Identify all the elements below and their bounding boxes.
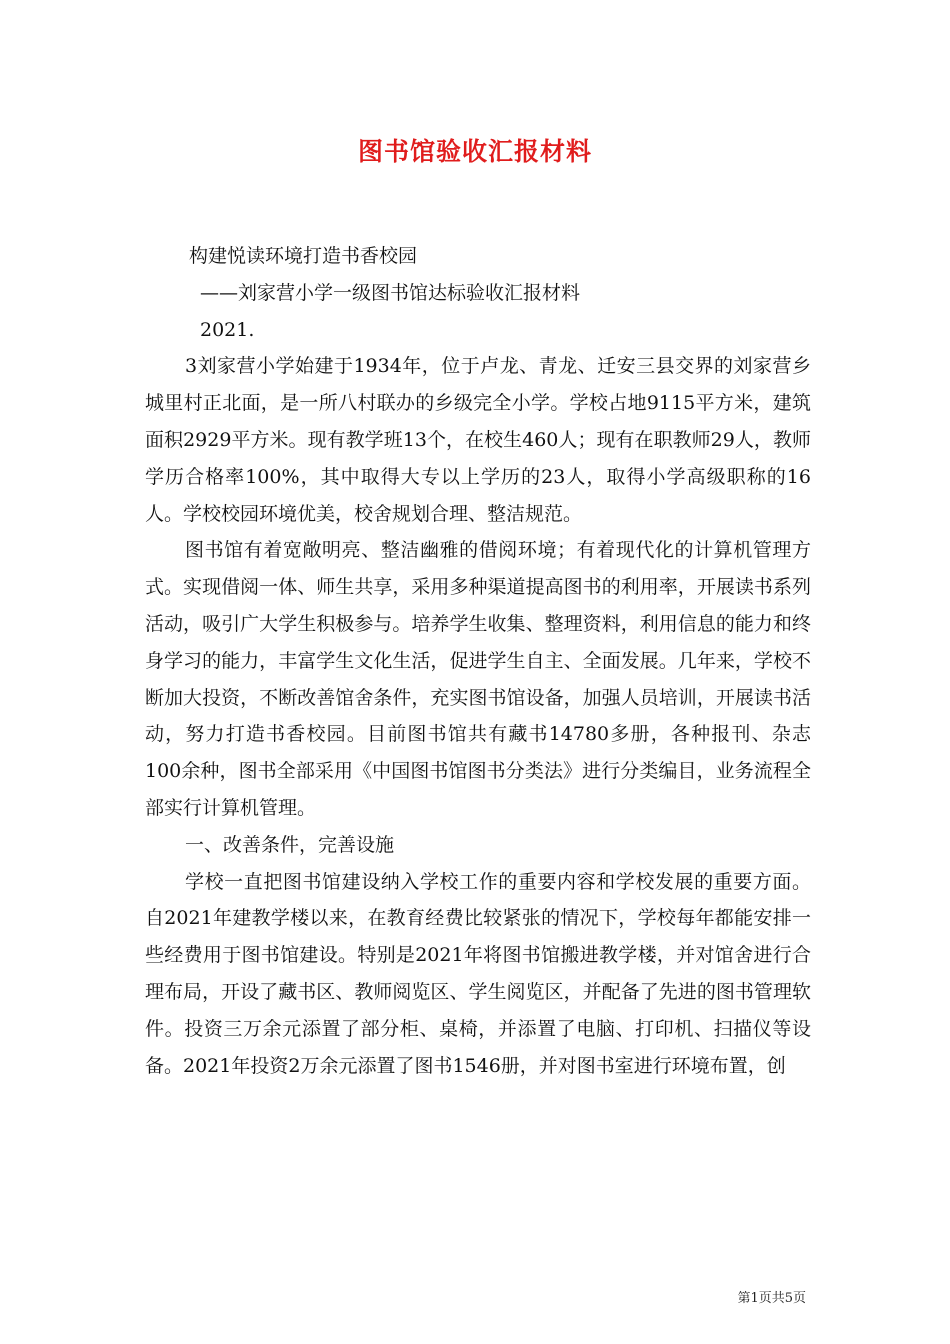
section-heading: 一、改善条件，完善设施 [185,833,395,856]
document-subheading: ——刘家营小学一级图书馆达标验收汇报材料 [200,281,581,304]
paragraph-school-intro: 3刘家营小学始建于1934年，位于卢龙、青龙、迁安三县交界的刘家营乡城里村正北面，是一所八村联办的乡级完全小学。学校占地9115平方米，建筑面积2929平方米。现有教学班13个，在校生460人；现有在职教师29人，教师学历合格率100%，其中取得大专以上学历的23人，取得小学高级职称的16人。学校校园环境优美，校舍规划合理、整洁规范。 [145,355,811,525]
paragraph-library-intro: 图书馆有着宽敞明亮、整洁幽雅的借阅环境；有着现代化的计算机管理方式。实现借阅一体、师生共享，采用多种渠道提高图书的利用率，开展读书系列活动，吸引广大学生积极参与。培养学生收集、整理资料，利用信息的能力和终身学习的能力，丰富学生文化生活，促进学生自主、全面发展。几年来，学校不断加大投资，不断改善馆舍条件，充实图书馆设备，加强人员培训，开展读书活动，努力打造书香校园。目前图书馆共有藏书14780多册，各种报刊、杂志100余种，图书全部采用《中国图书馆图书分类法》进行分类编目，业务流程全部实行计算机管理。 [145,539,811,819]
document-body [145,238,811,1084]
page-number: 第1页共5页 [737,1291,806,1306]
document-title: 图书馆验收汇报材料 [357,137,592,166]
document-year: 2021. [200,318,255,341]
document-subtitle: 构建悦读环境打造书香校园 [189,245,418,267]
paragraph-section-one: 学校一直把图书馆建设纳入学校工作的重要内容和学校发展的重要方面。自2021年建教学楼以来，在教育经费比较紧张的情况下，学校每年都能安排一些经费用于图书馆建设。特别是2021年将图书馆搬进教学楼，并对馆舍进行合理布局，开设了藏书区、教师阅览区、学生阅览区，并配备了先进的图书管理软件。投资三万余元添置了部分柜、桌椅，并添置了电脑、打印机、扫描仪等设备。2021年投资2万余元添置了图书1546册，并对图书室进行环境布置，创 [145,870,811,1077]
